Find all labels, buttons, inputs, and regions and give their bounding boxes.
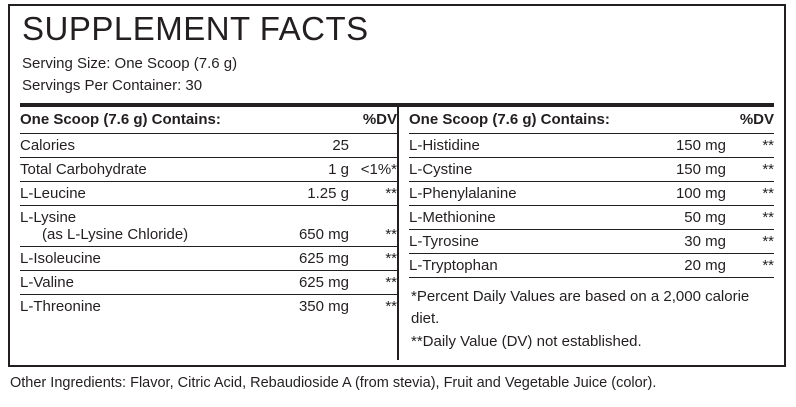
nutrient-name-main: L-Lysine	[20, 208, 77, 226]
nutrient-dv: **	[349, 205, 397, 246]
nutrient-table-right	[409, 107, 774, 278]
nutrient-amount: 25	[274, 133, 349, 157]
nutrient-dv: **	[385, 297, 397, 315]
table-row	[409, 157, 774, 181]
nutrient-dv: **	[726, 253, 774, 277]
table-row	[20, 246, 397, 270]
page-title: SUPPLEMENT FACTS	[22, 10, 369, 47]
table-row	[409, 253, 774, 277]
table-row	[20, 133, 397, 157]
nutrient-name: L-Tyrosine	[409, 229, 625, 253]
table-row	[20, 270, 397, 294]
column-header-left-dv: %DV	[349, 107, 397, 134]
nutrient-amount: 625 mg	[274, 270, 349, 294]
other-ingredients: Other Ingredients: Flavor, Citric Acid, Rebaudioside A (from stevia), Fruit and Vegetable Juice (color).	[10, 375, 657, 391]
nutrient-name: L-Leucine	[20, 181, 274, 205]
table-row	[409, 205, 774, 229]
nutrient-dv: **	[349, 270, 397, 294]
nutrient-name: L-Valine	[20, 270, 274, 294]
table-row	[20, 157, 397, 181]
table-header-row-right	[409, 107, 774, 134]
serving-info	[10, 45, 784, 97]
nutrient-name: L-Isoleucine	[20, 246, 274, 270]
nutrient-amount: 1 g	[274, 157, 349, 181]
nutrient-amount: 625 mg	[274, 246, 349, 270]
serving-size: Serving Size: One Scoop (7.6 g)	[22, 55, 238, 72]
facts-column-right	[397, 107, 774, 360]
table-row	[20, 294, 397, 318]
nutrient-amount: 150 mg	[625, 133, 726, 157]
nutrient-dv: <1%*	[349, 157, 397, 181]
nutrient-amount: 50 mg	[625, 205, 726, 229]
table-row	[409, 181, 774, 205]
nutrient-name: Calories	[20, 133, 274, 157]
supplement-facts-panel	[8, 4, 786, 367]
nutrient-dv: **	[349, 246, 397, 270]
column-header-right-name: One Scoop (7.6 g) Contains:	[409, 107, 726, 134]
nutrient-table-left	[20, 107, 397, 318]
nutrient-amount: 350 mg	[298, 297, 349, 315]
nutrient-amount: 150 mg	[625, 157, 726, 181]
nutrient-dv: **	[726, 133, 774, 157]
nutrient-dv: **	[726, 157, 774, 181]
nutrient-dv: **	[349, 181, 397, 205]
nutrient-name: L-Histidine	[409, 133, 625, 157]
nutrient-dv: **	[726, 229, 774, 253]
nutrient-name-sub: (as L-Lysine Chloride)	[42, 225, 189, 243]
nutrient-amount: 1.25 g	[274, 181, 349, 205]
nutrient-dv: **	[726, 205, 774, 229]
facts-column-left	[20, 107, 397, 360]
nutrient-dv: **	[726, 181, 774, 205]
servings-per-container: Servings Per Container: 30	[22, 76, 203, 94]
footnote-daily-value-basis: *Percent Daily Values are based on a 2,000 calorie diet.	[411, 287, 750, 327]
nutrient-name: L-Methionine	[409, 205, 625, 229]
nutrient-amount: 30 mg	[625, 229, 726, 253]
nutrient-name	[20, 205, 274, 246]
nutrient-amount: 20 mg	[625, 253, 726, 277]
nutrient-amount: 650 mg	[274, 205, 349, 246]
table-row	[20, 181, 397, 205]
nutrient-amount: 100 mg	[625, 181, 726, 205]
nutrient-name: L-Phenylalanine	[409, 181, 625, 205]
table-row	[20, 205, 397, 246]
nutrient-name: Total Carbohydrate	[20, 157, 274, 181]
column-header-left-name: One Scoop (7.6 g) Contains:	[20, 107, 349, 134]
footnote-dv-not-established: **Daily Value (DV) not established.	[411, 332, 642, 350]
nutrient-name: L-Tryptophan	[409, 253, 625, 277]
nutrient-name: L-Cystine	[409, 157, 625, 181]
nutrient-name: L-Threonine	[20, 297, 101, 315]
footnotes	[409, 278, 774, 354]
table-row	[409, 133, 774, 157]
table-row	[409, 229, 774, 253]
nutrient-dv	[349, 133, 397, 157]
column-header-right-dv: %DV	[726, 107, 774, 134]
table-header-row-left	[20, 107, 397, 134]
facts-columns	[20, 107, 774, 360]
